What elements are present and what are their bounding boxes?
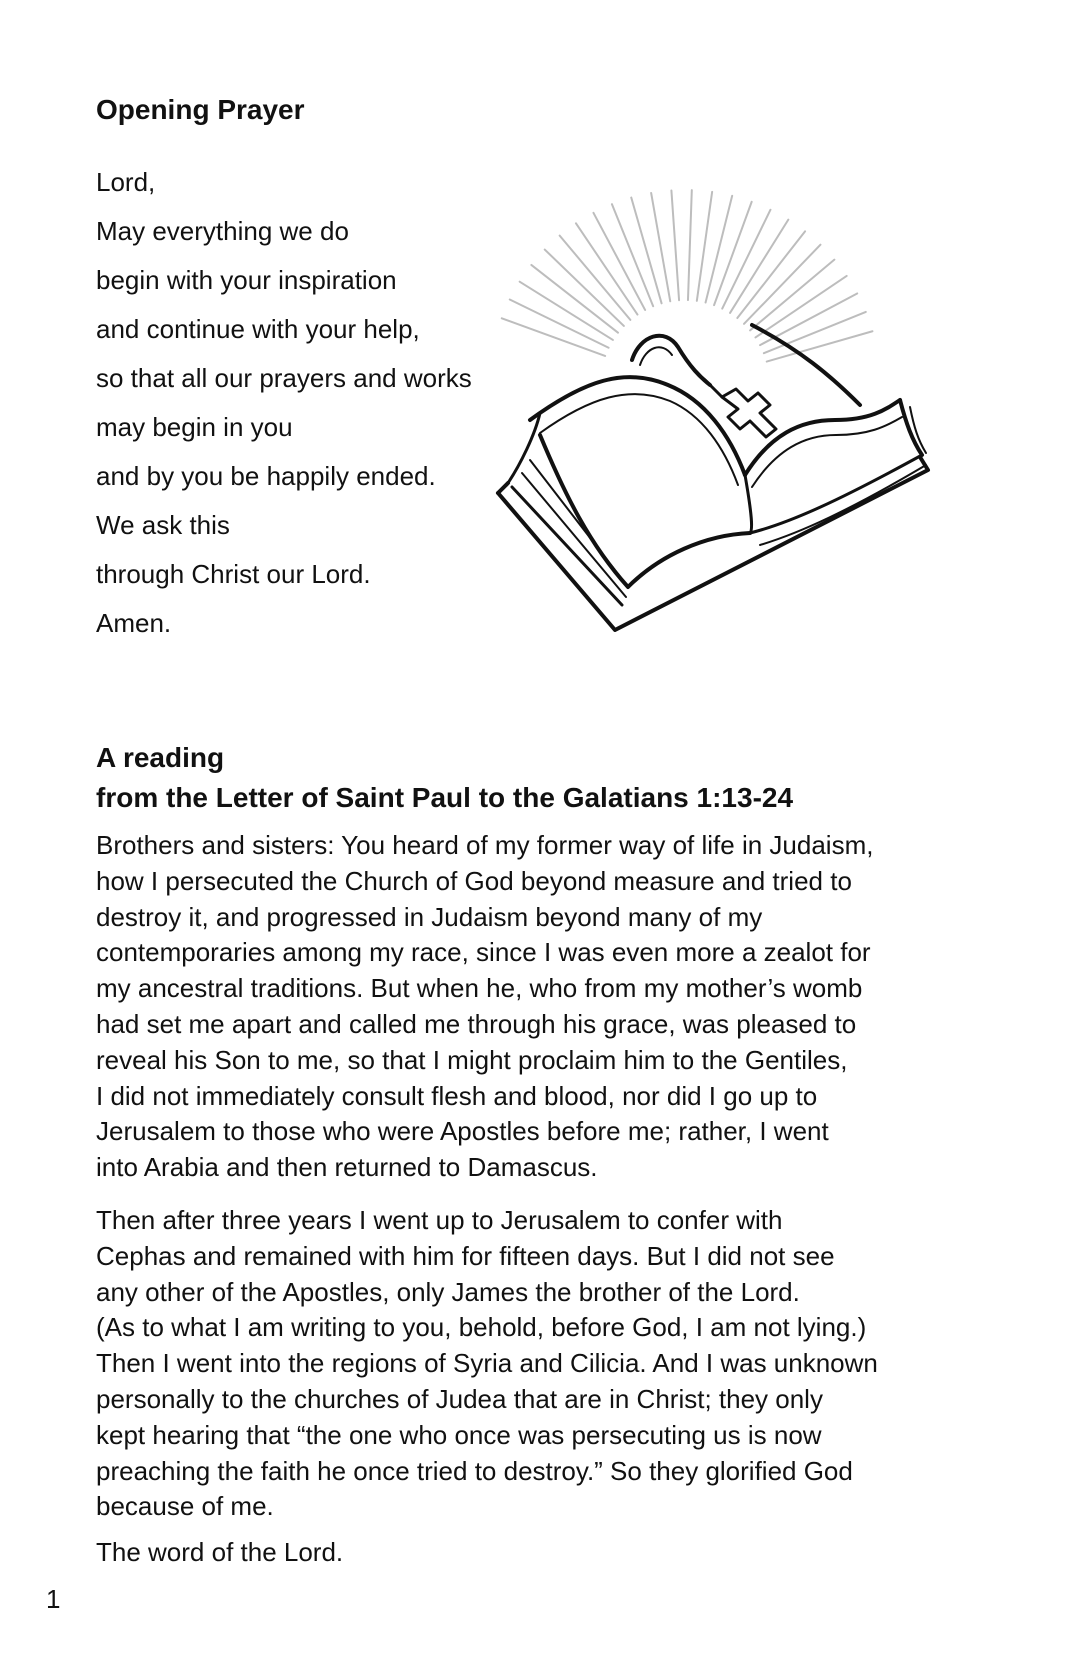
light-ray bbox=[502, 318, 605, 356]
reading-line: Then after three years I went up to Jerusalem to confer with bbox=[96, 1205, 783, 1235]
reading-line: contemporaries among my race, since I was even more a zealot for bbox=[96, 937, 871, 968]
opening-prayer-text bbox=[96, 158, 472, 648]
prayer-line: so that all our prayers and works bbox=[96, 363, 472, 393]
reading-line: Brothers and sisters: You heard of my former way of life in Judaism, bbox=[96, 830, 874, 860]
opening-prayer-heading: Opening Prayer bbox=[96, 94, 305, 125]
prayer-line: and by you be happily ended. bbox=[96, 461, 436, 491]
reading-line: had set me apart and called me through his grace, was pleased to bbox=[96, 1008, 857, 1039]
prayer-line: may begin in you bbox=[96, 412, 293, 442]
light-ray bbox=[560, 236, 631, 320]
light-ray bbox=[737, 231, 805, 318]
prayer-line: Amen. bbox=[96, 608, 172, 638]
prayer-line: We ask this bbox=[96, 510, 230, 540]
page-number: 1 bbox=[46, 1584, 61, 1614]
reading-line: my ancestral traditions. But when he, who from my mother’s womb bbox=[96, 973, 863, 1004]
reading-line: I did not immediately consult flesh and blood, nor did I go up to bbox=[96, 1080, 818, 1111]
prayer-line: begin with your inspiration bbox=[96, 265, 397, 295]
reading-line: destroy it, and progressed in Judaism beyond many of my bbox=[96, 901, 763, 932]
reading-line: kept hearing that “the one who once was persecuting us is now bbox=[96, 1419, 822, 1450]
prayer-line: Lord, bbox=[96, 167, 156, 197]
reading-paragraph-2 bbox=[96, 1203, 878, 1525]
reading-heading bbox=[96, 738, 793, 818]
light-ray bbox=[531, 265, 618, 333]
reading-line: preaching the faith he once tried to destroy.” So they glorified God bbox=[96, 1455, 853, 1486]
light-ray bbox=[750, 260, 834, 331]
reading-closing: The word of the Lord. bbox=[96, 1537, 344, 1567]
reading-heading-line-2: from the Letter of Saint Paul to the Galatians 1:13-24 bbox=[96, 782, 794, 813]
prayer-line: May everything we do bbox=[96, 216, 349, 246]
reading-paragraph-1 bbox=[96, 828, 873, 1186]
reading-line: Jerusalem to those who were Apostles before me; rather, I went bbox=[96, 1116, 829, 1147]
reading-line: because of me. bbox=[96, 1491, 274, 1522]
light-ray bbox=[545, 250, 624, 326]
reading-line: (As to what I am writing to you, behold, before God, I am not lying.) bbox=[96, 1312, 867, 1343]
reading-line: how I persecuted the Church of God beyond measure and tried to bbox=[96, 865, 852, 896]
light-ray bbox=[744, 245, 820, 324]
prayer-line: and continue with your help, bbox=[96, 314, 420, 344]
reading-line: personally to the churches of Judea that are in Christ; they only bbox=[96, 1383, 823, 1414]
prayer-line: through Christ our Lord. bbox=[96, 559, 371, 589]
reading-line: Cephas and remained with him for fifteen days. But I did not see bbox=[96, 1240, 835, 1271]
reading-line: any other of the Apostles, only James the brother of the Lord. bbox=[96, 1276, 800, 1307]
reading-heading-line-1: A reading bbox=[96, 742, 225, 773]
light-ray bbox=[688, 190, 692, 300]
light-ray bbox=[714, 202, 752, 305]
light-ray bbox=[671, 190, 679, 300]
reading-line: into Arabia and then returned to Damascus. bbox=[96, 1152, 598, 1183]
reading-line: reveal his Son to me, so that I might proclaim him to the Gentiles, bbox=[96, 1044, 848, 1075]
reading-line: Then I went into the regions of Syria and Cilicia. And I was unknown bbox=[96, 1348, 878, 1379]
open-bible-with-cross-icon bbox=[490, 135, 980, 640]
light-ray bbox=[651, 193, 670, 301]
